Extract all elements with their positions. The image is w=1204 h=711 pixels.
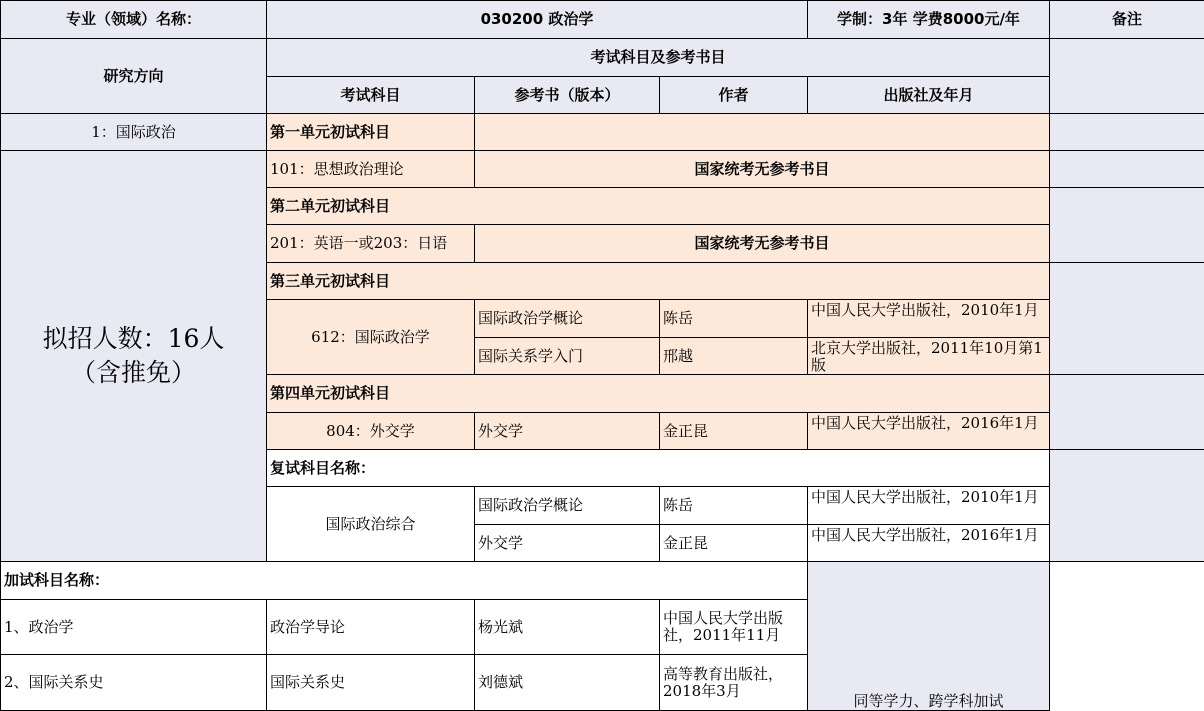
unit4-book-1: 外交学 xyxy=(475,413,660,450)
direction-cell: 1：国际政治 xyxy=(1,114,267,151)
retest-title: 复试科目名称： xyxy=(267,450,1050,487)
unit1-title-filler xyxy=(475,114,1050,151)
unit3-publisher-1: 中国人民大学出版社，2010年1月 xyxy=(808,300,1050,338)
retest-book-2: 外交学 xyxy=(475,525,660,562)
remarks-cell-empty xyxy=(1050,263,1204,375)
unit3-subject: 612：国际政治学 xyxy=(267,300,475,375)
exam-books-header: 考试科目及参考书目 xyxy=(267,39,1050,77)
extra-remark: 同等学力、跨学科加试 xyxy=(808,562,1050,711)
extra-book-1: 政治学导论 xyxy=(267,600,475,655)
retest-author-2: 金正昆 xyxy=(660,525,808,562)
remarks-cell-empty xyxy=(1050,114,1204,151)
unit2-subject: 201：英语一或203：日语 xyxy=(267,225,475,263)
extra-author-1: 杨光斌 xyxy=(475,600,660,655)
unit4-author-1: 金正昆 xyxy=(660,413,808,450)
unit3-title: 第三单元初试科目 xyxy=(267,263,1050,300)
unit1-no-books: 国家统考无参考书目 xyxy=(475,151,1050,188)
retest-book-1: 国际政治学概论 xyxy=(475,487,660,525)
major-value: 030200 政治学 xyxy=(267,1,808,39)
retest-publisher-2: 中国人民大学出版社，2016年1月 xyxy=(808,525,1050,562)
unit3-publisher-2: 北京大学出版社，2011年10月第1版 xyxy=(808,338,1050,375)
enrollment-count: 拟招人数：16人 xyxy=(4,322,263,356)
remarks-cell-empty xyxy=(1050,39,1204,114)
col-book-header: 参考书（版本） xyxy=(475,77,660,114)
major-label: 专业（领域）名称： xyxy=(1,1,267,39)
research-direction-header: 研究方向 xyxy=(1,39,267,114)
col-publisher-header: 出版社及年月 xyxy=(808,77,1050,114)
unit1-title: 第一单元初试科目 xyxy=(267,114,475,151)
col-author-header: 作者 xyxy=(660,77,808,114)
extra-publisher-2: 高等教育出版社，2018年3月 xyxy=(660,655,808,711)
remarks-cell-empty xyxy=(1050,188,1204,263)
enrollment-note: （含推免） xyxy=(4,356,263,390)
tuition-info: 学制：3年 学费8000元/年 xyxy=(808,1,1050,39)
unit4-title: 第四单元初试科目 xyxy=(267,375,1050,413)
extra-subject-1: 1、政治学 xyxy=(1,600,267,655)
extra-subject-2: 2、国际关系史 xyxy=(1,655,267,711)
extra-title: 加试科目名称： xyxy=(1,562,808,600)
extra-publisher-1: 中国人民大学出版社，2011年11月 xyxy=(660,600,808,655)
retest-author-1: 陈岳 xyxy=(660,487,808,525)
extra-book-2: 国际关系史 xyxy=(267,655,475,711)
retest-publisher-1: 中国人民大学出版社，2010年1月 xyxy=(808,487,1050,525)
unit2-title: 第二单元初试科目 xyxy=(267,188,1050,225)
unit4-subject: 804：外交学 xyxy=(267,413,475,450)
remarks-cell-empty xyxy=(1050,375,1204,450)
remarks-cell-empty xyxy=(1050,151,1204,188)
extra-author-2: 刘德斌 xyxy=(475,655,660,711)
unit4-publisher-1: 中国人民大学出版社，2016年1月 xyxy=(808,413,1050,450)
col-subject-header: 考试科目 xyxy=(267,77,475,114)
unit2-no-books: 国家统考无参考书目 xyxy=(475,225,1050,263)
unit3-author-1: 陈岳 xyxy=(660,300,808,338)
remarks-header: 备注 xyxy=(1050,1,1204,39)
unit3-book-2: 国际关系学入门 xyxy=(475,338,660,375)
retest-subject: 国际政治综合 xyxy=(267,487,475,562)
unit3-book-1: 国际政治学概论 xyxy=(475,300,660,338)
enrollment-cell xyxy=(1,151,267,562)
unit3-author-2: 邢越 xyxy=(660,338,808,375)
unit1-subject: 101：思想政治理论 xyxy=(267,151,475,188)
remarks-cell-empty xyxy=(1050,450,1204,562)
